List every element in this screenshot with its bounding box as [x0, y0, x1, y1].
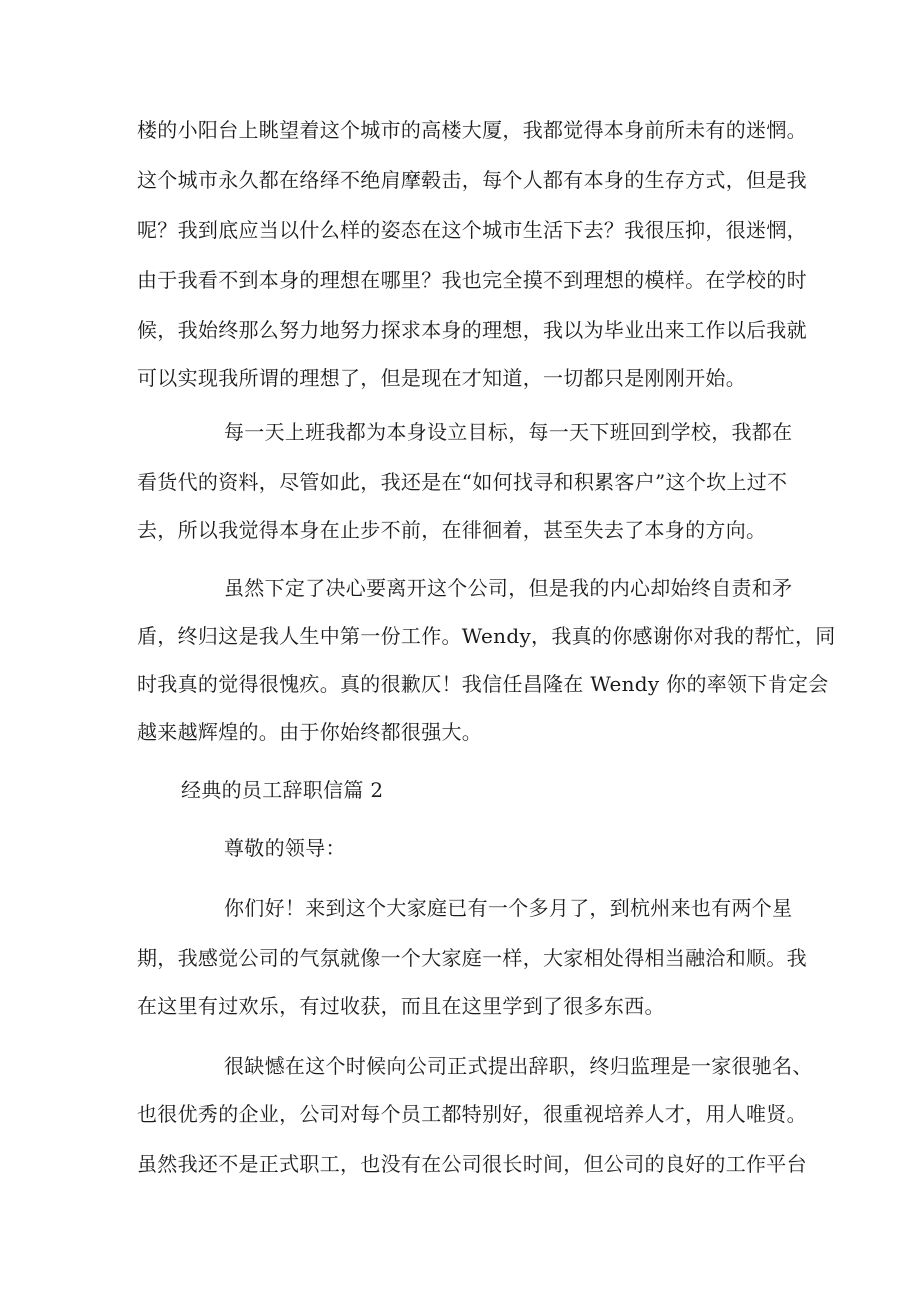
paragraph-line: 去，所以我觉得本身在止步不前，在徘徊着，甚至失去了本身的方向。	[137, 518, 767, 542]
paragraph-line: 楼的小阳台上眺望着这个城市的高楼大厦，我都觉得本身前所未有的迷惘。	[137, 118, 807, 142]
salutation: 尊敬的领导：	[224, 836, 346, 860]
paragraph-line: 每一天上班我都为本身设立目标，每一天下班回到学校，我都在	[224, 420, 793, 444]
paragraph-line: 可以实现我所谓的理想了，但是现在才知道，一切都只是刚刚开始。	[137, 366, 746, 390]
paragraph-line: 你们好！来到这个大家庭已有一个多月了，到杭州来也有两个星	[224, 896, 793, 920]
paragraph-line: 虽然下定了决心要离开这个公司，但是我的内心却始终自责和矛	[224, 576, 793, 600]
paragraph-line: 盾，终归这是我人生中第一份工作。Wendy，我真的你感谢你对我的帮忙，同	[137, 624, 836, 648]
paragraph-line: 期，我感觉公司的气氛就像一个大家庭一样，大家相处得相当融洽和顺。我	[137, 946, 807, 970]
paragraph-line: 呢？我到底应当以什么样的姿态在这个城市生活下去？我很压抑，很迷惘，	[137, 218, 807, 242]
paragraph-line: 也很优秀的企业，公司对每个员工都特别好，很重视培养人才，用人唯贤。	[137, 1102, 807, 1126]
paragraph-line: 在这里有过欢乐，有过收获，而且在这里学到了很多东西。	[137, 994, 665, 1018]
paragraph-line: 时我真的觉得很愧疚。真的很歉仄！我信任昌隆在 Wendy 你的率领下肯定会	[137, 672, 829, 696]
section-heading: 经典的员工辞职信篇 2	[181, 778, 384, 802]
paragraph-line: 越来越辉煌的。由于你始终都很强大。	[137, 720, 483, 744]
paragraph-line: 很缺憾在这个时候向公司正式提出辞职，终归监理是一家很驰名、	[224, 1054, 813, 1078]
paragraph-line: 虽然我还不是正式职工，也没有在公司很长时间，但公司的良好的工作平台	[137, 1152, 807, 1176]
paragraph-line: 由于我看不到本身的理想在哪里？我也完全摸不到理想的模样。在学校的时	[137, 268, 807, 292]
paragraph-line: 这个城市永久都在络绎不绝肩摩毂击，每个人都有本身的生存方式，但是我	[137, 168, 807, 192]
paragraph-line: 看货代的资料，尽管如此，我还是在“如何找寻和积累客户”这个坎上过不	[137, 470, 788, 494]
paragraph-line: 候，我始终那么努力地努力探求本身的理想，我以为毕业出来工作以后我就	[137, 318, 807, 342]
